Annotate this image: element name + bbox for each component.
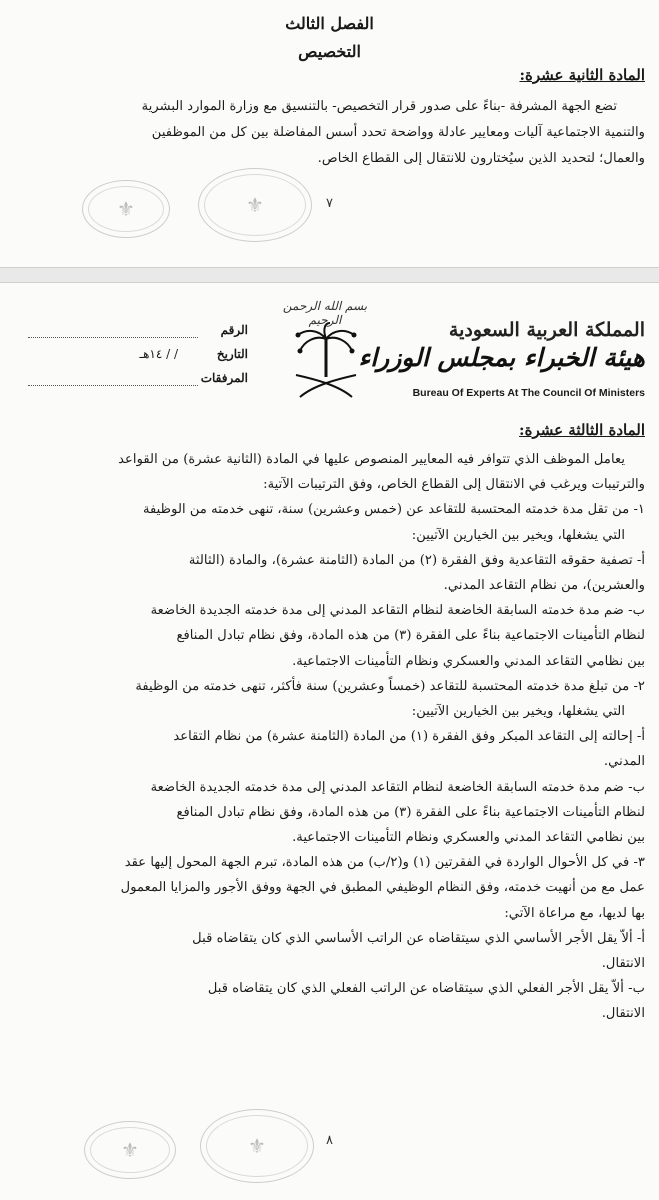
chapter-subtitle: التخصيص	[298, 42, 361, 61]
attachments-blank-line	[28, 385, 198, 386]
article-12-heading: المادة الثانية عشرة:	[519, 66, 645, 84]
article-13-body	[14, 447, 645, 1027]
text-line: التي يشغلها، ويخير بين الخيارين الآتيين:	[411, 704, 625, 720]
date-value: / / ١٤هـ	[139, 347, 178, 361]
text-line: تضع الجهة المشرفة -بناءً على صدور قرار التخصيص- بالتنسيق مع وزارة الموارد البشرية	[141, 99, 617, 114]
text-line: ب- ضم مدة خدمته السابقة الخاضعة لنظام التقاعد المدني إلى مدة خدمته الجديدة الخاضعة	[150, 603, 645, 619]
text-line: المدني.	[603, 754, 645, 770]
text-line: ب- ألاّ يقل الأجر الفعلي الذي سيتقاضاه عن الراتب الفعلي الذي كان يتقاضاه قبل	[207, 981, 645, 997]
org-name-en: Bureau Of Experts At The Council Of Ministers	[412, 387, 645, 399]
org-name-ar-line2: هيئة الخبراء بمجلس الوزراء	[358, 343, 645, 372]
number-blank-line	[28, 337, 198, 338]
text-line: ٢- من تبلغ مدة خدمته المحتسبة للتقاعد (خمساً وعشرين) سنة فأكثر، تنهى خدمته من الوظيفة	[135, 678, 645, 694]
text-line: بين نظامي التقاعد المدني والعسكري ونظام التأمينات الاجتماعية.	[292, 653, 645, 669]
text-line: والعشرين)، من نظام التقاعد المدني.	[443, 578, 645, 594]
page-number: ٨	[326, 1133, 333, 1148]
text-line: الانتقال.	[601, 956, 645, 972]
seal-stamp-icon: ⚜	[200, 1109, 314, 1183]
text-line: لنظام التأمينات الاجتماعية بناءً على الفقرة (٣) من هذه المادة، وفق نظام تبادل المنافع	[176, 628, 645, 644]
text-line: لنظام التأمينات الاجتماعية بناءً على الفقرة (٣) من هذه المادة، وفق نظام تبادل المنافع	[176, 804, 645, 820]
text-line: والتنمية الاجتماعية آليات ومعايير عادلة وواضحة تحدد أسس المفاضلة بين كل من الموظفين	[151, 125, 645, 140]
seal-stamp-icon: ⚜	[82, 180, 170, 238]
text-line: أ- ألاّ يقل الأجر الأساسي الذي سيتقاضاه عن الراتب الأساسي الذي كان يتقاضاه قبل	[192, 930, 645, 946]
text-line: يعامل الموظف الذي تتوافر فيه المعايير المنصوص عليها في المادة (الثانية عشرة) من القواعد	[118, 452, 625, 467]
text-line: ب- ضم مدة خدمته السابقة الخاضعة لنظام التقاعد المدني إلى مدة خدمته الجديدة الخاضعة	[150, 779, 645, 795]
number-field	[18, 323, 248, 347]
text-line: والترتيبات ويرغب في الانتقال إلى القطاع الخاص، وفق الترتيبات الآتية:	[263, 477, 645, 493]
article-12-body	[14, 94, 645, 172]
text-line: التي يشغلها، ويخير بين الخيارين الآتيين:	[411, 527, 625, 543]
page-number: ٧	[326, 196, 333, 211]
text-line: والعمال؛ لتحديد الذين سيُختارون للانتقال إلى القطاع الخاص.	[317, 151, 645, 166]
date-field	[18, 347, 248, 371]
date-label: التاريخ	[216, 347, 248, 361]
document-page-7	[0, 0, 659, 268]
text-line: ١- من تقل مدة خدمته المحتسبة للتقاعد عن (خمس وعشرين) سنة، تنهى خدمته من الوظيفة	[142, 502, 645, 518]
seal-stamp-icon: ⚜	[198, 168, 312, 242]
text-line: ٣- في كل الأحوال الواردة في الفقرتين (١) و(٢/ب) من هذه المادة، تبرم الجهة المحول إليها عقد	[124, 855, 645, 871]
text-line: بين نظامي التقاعد المدني والعسكري ونظام التأمينات الاجتماعية.	[292, 830, 645, 846]
text-line: الانتقال.	[601, 1006, 645, 1022]
org-name-ar-line1: المملكة العربية السعودية	[448, 319, 645, 341]
palm-swords-emblem-icon	[290, 321, 362, 403]
article-13-heading: المادة الثالثة عشرة:	[519, 421, 645, 439]
basmala: بسم الله الرحمن الرحيم	[282, 299, 368, 327]
text-line: عمل مع من أنهيت خدمته، وفق النظام الوظيفي المطبق في الجهة ووفق الأجور والمزايا المعمول	[120, 880, 645, 896]
attachments-field	[18, 371, 248, 395]
attachments-label: المرفقات	[200, 371, 248, 385]
number-label: الرقم	[220, 323, 248, 337]
text-line: بها لديها، مع مراعاة الآتي:	[504, 905, 645, 921]
document-meta-fields	[18, 323, 248, 395]
text-line: أ- إحالته إلى التقاعد المبكر وفق الفقرة (١) من المادة (الثامنة عشرة) من نظام التقاعد	[173, 729, 645, 745]
document-page-8	[0, 282, 659, 1200]
chapter-title: الفصل الثالث	[285, 14, 374, 33]
seal-stamp-icon: ⚜	[84, 1121, 176, 1179]
text-line: أ- تصفية حقوقه التقاعدية وفق الفقرة (٢) من المادة (الثامنة عشرة)، والمادة (الثالثة	[188, 552, 645, 568]
